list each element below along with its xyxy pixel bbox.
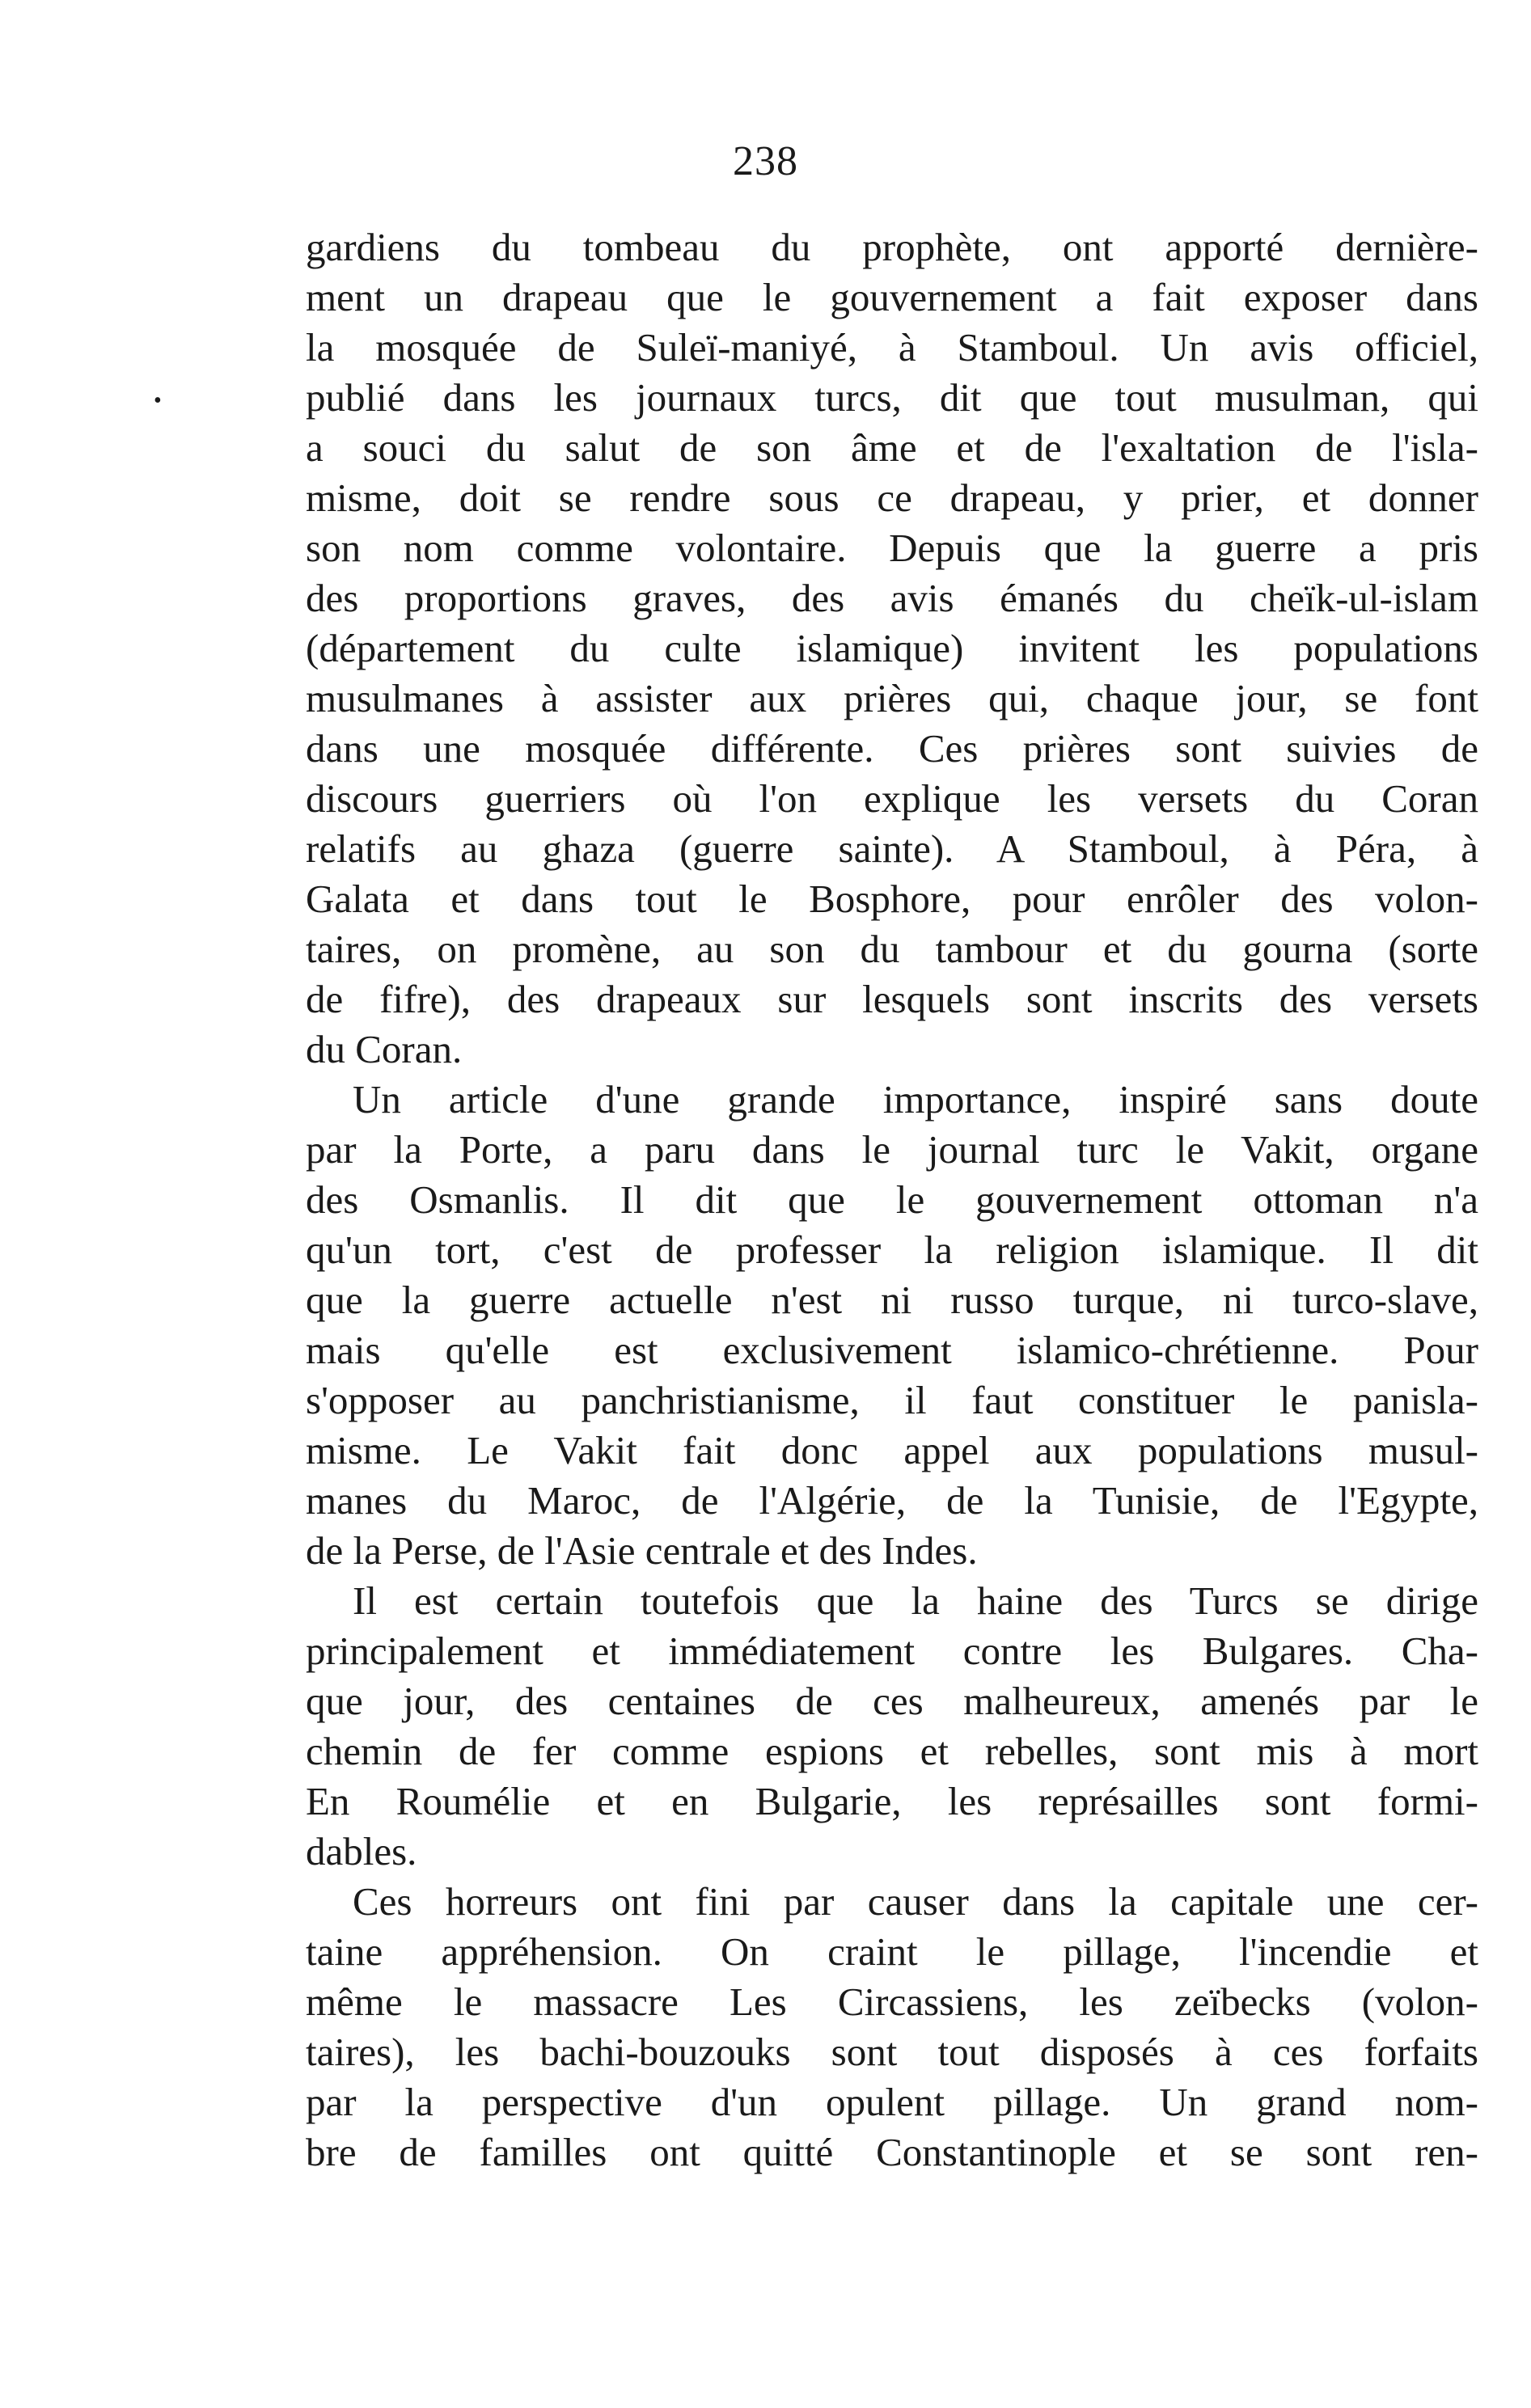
text-line: misme. Le Vakit fait donc appel aux populations musul- xyxy=(306,1428,1478,1472)
text-line: dans une mosquée différente. Ces prières sont suivies de xyxy=(306,726,1478,771)
text-line: de la Perse, de l'Asie centrale et des Indes. xyxy=(306,1528,978,1573)
text-line: gardiens du tombeau du prophète, ont apporté dernière- xyxy=(306,225,1478,269)
text-line: Il est certain toutefois que la haine des Turcs se dirige xyxy=(353,1578,1478,1623)
text-line: de fifre), des drapeaux sur lesquels sont inscrits des versets xyxy=(306,977,1478,1021)
text-line: s'opposer au panchristianisme, il faut constituer le panisla- xyxy=(306,1378,1478,1422)
text-line: musulmanes à assister aux prières qui, chaque jour, se font xyxy=(306,676,1478,720)
text-line: mais qu'elle est exclusivement islamico-chrétienne. Pour xyxy=(306,1328,1478,1372)
text-line: dables. xyxy=(306,1829,417,1874)
text-line: manes du Maroc, de l'Algérie, de la Tunisie, de l'Egypte, xyxy=(306,1478,1478,1523)
text-line: principalement et immédiatement contre les Bulgares. Cha- xyxy=(306,1629,1478,1673)
text-line: du Coran. xyxy=(306,1027,463,1071)
text-line: par la perspective d'un opulent pillage. Un grand nom- xyxy=(306,2080,1478,2124)
text-line: même le massacre Les Circassiens, les zeïbecks (volon- xyxy=(306,1979,1478,2024)
text-line: des proportions graves, des avis émanés du cheïk-ul-islam xyxy=(306,576,1478,620)
text-line: chemin de fer comme espions et rebelles, sont mis à mort xyxy=(306,1729,1478,1773)
text-line: la mosquée de Suleï-maniyé, à Stamboul. Un avis officiel, xyxy=(306,325,1478,370)
stray-ink-mark: • xyxy=(154,388,162,413)
text-line: (département du culte islamique) invitent les populations xyxy=(306,626,1478,670)
text-line: Ces horreurs ont fini par causer dans la capitale une cer- xyxy=(353,1879,1478,1924)
text-line: taires, on promène, au son du tambour et du gourna (sorte xyxy=(306,927,1478,971)
text-line: En Roumélie et en Bulgarie, les représailles sont formi- xyxy=(306,1779,1478,1823)
body-text xyxy=(306,222,1478,2178)
page-number: 238 xyxy=(733,138,798,184)
text-line: ment un drapeau que le gouvernement a fait exposer dans xyxy=(306,275,1478,319)
text-line: son nom comme volontaire. Depuis que la guerre a pris xyxy=(306,526,1478,570)
text-line: relatifs au ghaza (guerre sainte). A Stamboul, à Péra, à xyxy=(306,826,1478,871)
text-line: des Osmanlis. Il dit que le gouvernement ottoman n'a xyxy=(306,1177,1478,1222)
text-line: publié dans les journaux turcs, dit que tout musulman, qui xyxy=(306,375,1478,420)
text-line: taires), les bachi-bouzouks sont tout disposés à ces forfaits xyxy=(306,2030,1478,2074)
text-line: Galata et dans tout le Bosphore, pour enrôler des volon- xyxy=(306,877,1478,921)
text-line: qu'un tort, c'est de professer la religion islamique. Il dit xyxy=(306,1227,1478,1272)
text-line: par la Porte, a paru dans le journal turc le Vakit, organe xyxy=(306,1127,1478,1172)
text-line: Un article d'une grande importance, inspiré sans doute xyxy=(353,1077,1478,1122)
text-line: misme, doit se rendre sous ce drapeau, y prier, et donner xyxy=(306,475,1478,520)
text-line: que la guerre actuelle n'est ni russo turque, ni turco-slave, xyxy=(306,1278,1478,1322)
text-line: a souci du salut de son âme et de l'exaltation de l'isla- xyxy=(306,425,1478,470)
text-line: taine appréhension. On craint le pillage, l'incendie et xyxy=(306,1929,1478,1974)
text-line: que jour, des centaines de ces malheureux, amenés par le xyxy=(306,1679,1478,1723)
text-line: discours guerriers où l'on explique les versets du Coran xyxy=(306,776,1478,821)
text-line: bre de familles ont quitté Constantinople et se sont ren- xyxy=(306,2130,1478,2174)
